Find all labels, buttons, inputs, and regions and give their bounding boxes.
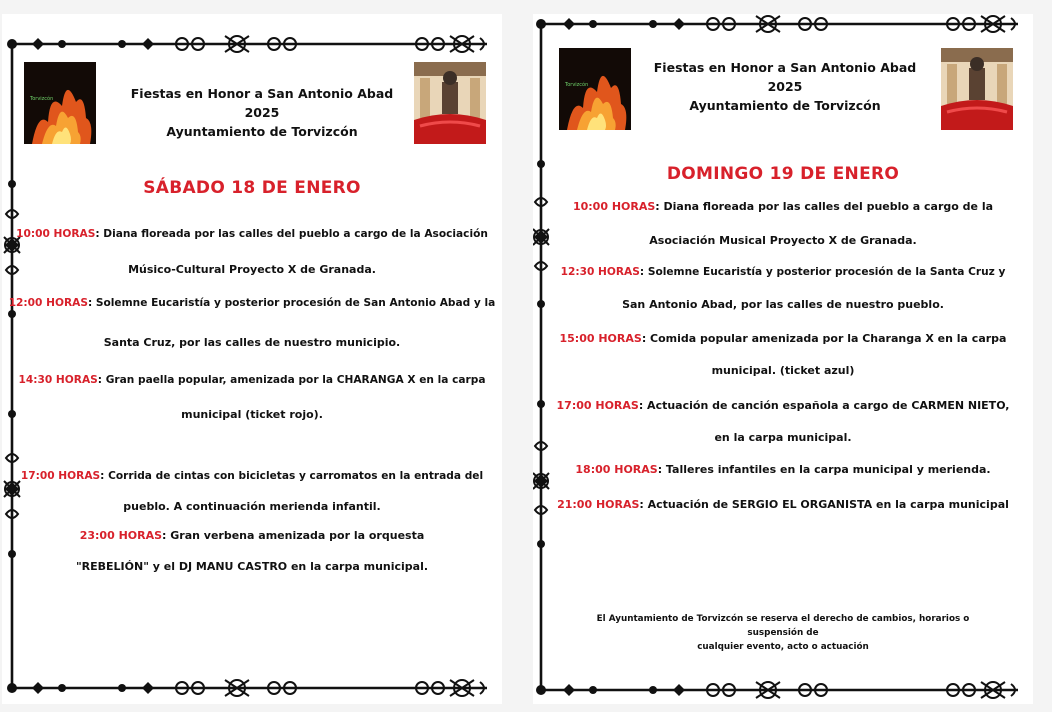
saint-statue-photo (941, 48, 1013, 130)
event-time: 15:00 HORAS (559, 332, 642, 345)
church-image (414, 62, 486, 144)
event-text-continued: Santa Cruz, por las calles de nuestro municipio. (103, 336, 401, 349)
event-time: 10:00 HORAS (16, 228, 96, 240)
event-time: 18:00 HORAS (575, 463, 658, 476)
event-text-continued: "REBELIÓN" y el DJ MANU CASTRO en la carpa municipal. (75, 560, 429, 573)
event-line (533, 200, 1033, 213)
event-line (2, 228, 502, 240)
event-time: 21:00 HORAS (557, 498, 640, 511)
event-time: 17:00 HORAS (556, 399, 639, 412)
event-time: 10:00 HORAS (572, 200, 656, 213)
saint-statue-photo (414, 62, 486, 144)
event-line (533, 332, 1033, 345)
event-time: 23:00 HORAS (79, 529, 163, 542)
photo-tag: Torvizcón (565, 82, 589, 88)
event-text-continued: en la carpa municipal. (714, 431, 852, 444)
event-text: : Solemne Eucaristía y posterior procesión de la Santa Cruz y (639, 266, 1006, 278)
event-text-continued: Asociación Musical Proyecto X de Granada. (649, 234, 917, 247)
event-text: : Gran verbena amenizada por la orquesta (162, 529, 425, 542)
program-page-saturday (2, 14, 502, 704)
event-line (2, 470, 502, 482)
disclaimer-line: El Ayuntamiento de Torvizcón se reserva el derecho de cambios, horarios o suspensión de (596, 614, 970, 638)
event-text: : Solemne Eucaristía y posterior procesión de San Antonio Abad y la (87, 297, 496, 309)
church-image (941, 48, 1013, 130)
bonfire-photo (559, 48, 631, 130)
event-line (533, 266, 1033, 278)
disclaimer-line: cualquier evento, acto o actuación (697, 642, 869, 652)
event-line (2, 374, 502, 386)
event-text: : Talleres infantiles en la carpa municipal y merienda. (657, 463, 991, 476)
event-text: : Diana floreada por las calles del pueblo a cargo de la (655, 200, 994, 213)
event-text: : Diana floreada por las calles del pueblo a cargo de la Asociación (95, 228, 488, 240)
header-subtitle: Ayuntamiento de Torvizcón (689, 98, 881, 113)
event-text: : Comida popular amenizada por la Charanga X en la carpa (641, 332, 1007, 345)
event-line (533, 498, 1033, 511)
event-text: : Actuación de SERGIO EL ORGANISTA en la carpa municipal (639, 498, 1009, 511)
event-text-continued: pueblo. A continuación merienda infantil. (123, 500, 381, 513)
event-time: 12:00 HORAS (8, 297, 88, 309)
header-title: Fiestas en Honor a San Antonio Abad 2025 (130, 86, 394, 120)
photo-tag: Torvizcón (30, 96, 54, 102)
event-text: : Gran paella popular, amenizada por la CHARANGA X en la carpa (97, 374, 486, 386)
event-line (533, 399, 1033, 412)
bonfire-image (559, 48, 631, 130)
header-title: Fiestas en Honor a San Antonio Abad 2025 (653, 60, 917, 94)
day-heading: SÁBADO 18 DE ENERO (143, 178, 361, 198)
event-line (2, 297, 502, 309)
event-time: 14:30 HORAS (18, 374, 98, 386)
event-time: 17:00 HORAS (20, 470, 101, 482)
event-text-continued: San Antonio Abad, por las calles de nuestro pueblo. (622, 298, 944, 311)
event-line (533, 463, 1033, 476)
event-text-continued: municipal (ticket rojo). (181, 408, 323, 421)
header-subtitle: Ayuntamiento de Torvizcón (166, 124, 358, 139)
program-page-sunday (533, 14, 1033, 704)
event-text: : Actuación de canción española a cargo de CARMEN NIETO, (638, 399, 1010, 412)
event-text-continued: Músico-Cultural Proyecto X de Granada. (128, 263, 376, 276)
day-heading: DOMINGO 19 DE ENERO (666, 164, 900, 184)
event-text: : Corrida de cintas con bicicletas y carromatos en la entrada del (100, 470, 484, 482)
event-line (2, 529, 502, 542)
event-text-continued: municipal. (ticket azul) (711, 364, 855, 377)
event-time: 12:30 HORAS (560, 266, 640, 278)
bonfire-image (24, 62, 96, 144)
disclaimer (573, 612, 993, 654)
bonfire-photo (24, 62, 96, 144)
